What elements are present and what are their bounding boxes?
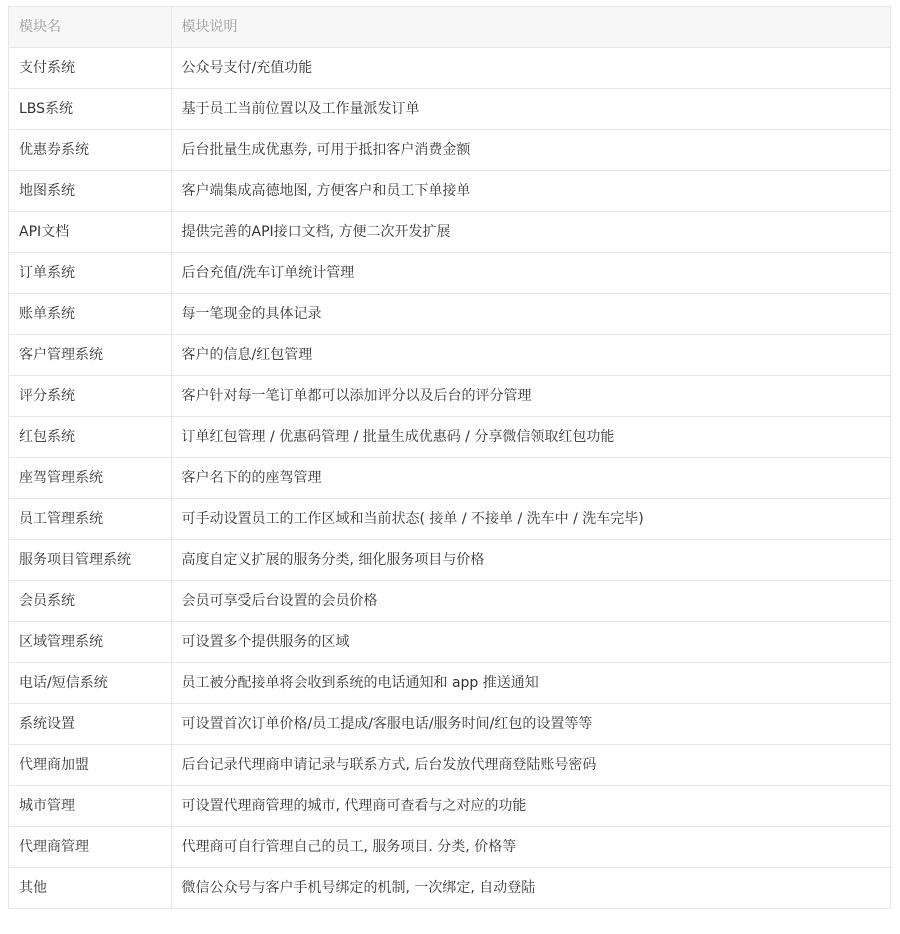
module-name-cell: 系统设置 [9, 704, 171, 745]
module-description-cell: 高度自定义扩展的服务分类, 细化服务项目与价格 [171, 540, 890, 581]
table-body [9, 48, 890, 909]
module-description-cell: 员工被分配接单将会收到系统的电话通知和 app 推送通知 [171, 663, 890, 704]
table-row [9, 622, 890, 663]
table-row [9, 130, 890, 171]
module-name-cell: 电话/短信系统 [9, 663, 171, 704]
table-row [9, 253, 890, 294]
table-row [9, 171, 890, 212]
header-module-description: 模块说明 [171, 7, 890, 48]
module-description-cell: 客户针对每一笔订单都可以添加评分以及后台的评分管理 [171, 376, 890, 417]
module-name-cell: 订单系统 [9, 253, 171, 294]
table-row [9, 417, 890, 458]
table-row [9, 89, 890, 130]
module-name-cell: 会员系统 [9, 581, 171, 622]
module-name-cell: 账单系统 [9, 294, 171, 335]
module-description-cell: 客户的信息/红包管理 [171, 335, 890, 376]
table-row [9, 745, 890, 786]
table-row [9, 48, 890, 89]
table-row [9, 663, 890, 704]
module-description-cell: 代理商可自行管理自己的员工, 服务项目. 分类, 价格等 [171, 827, 890, 868]
table-row [9, 212, 890, 253]
table-row [9, 458, 890, 499]
table-row [9, 540, 890, 581]
module-description-cell: 客户端集成高德地图, 方便客户和员工下单接单 [171, 171, 890, 212]
table-row [9, 868, 890, 909]
module-name-cell: 区域管理系统 [9, 622, 171, 663]
module-name-cell: 代理商加盟 [9, 745, 171, 786]
module-name-cell: 地图系统 [9, 171, 171, 212]
module-name-cell: 评分系统 [9, 376, 171, 417]
module-description-cell: 基于员工当前位置以及工作量派发订单 [171, 89, 890, 130]
header-module-name: 模块名 [9, 7, 171, 48]
module-description-cell: 公众号支付/充值功能 [171, 48, 890, 89]
header-row [9, 7, 890, 48]
table-row [9, 499, 890, 540]
module-name-cell: API文档 [9, 212, 171, 253]
module-description-cell: 微信公众号与客户手机号绑定的机制, 一次绑定, 自动登陆 [171, 868, 890, 909]
module-description-cell: 可手动设置员工的工作区域和当前状态( 接单 / 不接单 / 洗车中 / 洗车完毕) [171, 499, 890, 540]
module-name-cell: 其他 [9, 868, 171, 909]
table-row [9, 704, 890, 745]
module-description-cell: 客户名下的的座驾管理 [171, 458, 890, 499]
table-row [9, 827, 890, 868]
module-name-cell: LBS系统 [9, 89, 171, 130]
module-description-cell: 提供完善的API接口文档, 方便二次开发扩展 [171, 212, 890, 253]
module-description-cell: 可设置代理商管理的城市, 代理商可查看与之对应的功能 [171, 786, 890, 827]
module-description-cell: 可设置首次订单价格/员工提成/客服电话/服务时间/红包的设置等等 [171, 704, 890, 745]
module-name-cell: 支付系统 [9, 48, 171, 89]
module-name-cell: 客户管理系统 [9, 335, 171, 376]
module-name-cell: 红包系统 [9, 417, 171, 458]
module-description-cell: 订单红包管理 / 优惠码管理 / 批量生成优惠码 / 分享微信领取红包功能 [171, 417, 890, 458]
module-description-cell: 后台记录代理商申请记录与联系方式, 后台发放代理商登陆账号密码 [171, 745, 890, 786]
module-table-container [8, 6, 891, 909]
module-description-cell: 可设置多个提供服务的区域 [171, 622, 890, 663]
module-name-cell: 服务项目管理系统 [9, 540, 171, 581]
module-name-cell: 代理商管理 [9, 827, 171, 868]
module-name-cell: 城市管理 [9, 786, 171, 827]
table-row [9, 294, 890, 335]
table-row [9, 376, 890, 417]
module-table [9, 7, 890, 908]
module-name-cell: 座驾管理系统 [9, 458, 171, 499]
module-description-cell: 会员可享受后台设置的会员价格 [171, 581, 890, 622]
module-name-cell: 员工管理系统 [9, 499, 171, 540]
table-header [9, 7, 890, 48]
module-description-cell: 每一笔现金的具体记录 [171, 294, 890, 335]
module-name-cell: 优惠券系统 [9, 130, 171, 171]
module-description-cell: 后台充值/洗车订单统计管理 [171, 253, 890, 294]
table-row [9, 335, 890, 376]
table-row [9, 581, 890, 622]
module-description-cell: 后台批量生成优惠券, 可用于抵扣客户消费金额 [171, 130, 890, 171]
table-row [9, 786, 890, 827]
